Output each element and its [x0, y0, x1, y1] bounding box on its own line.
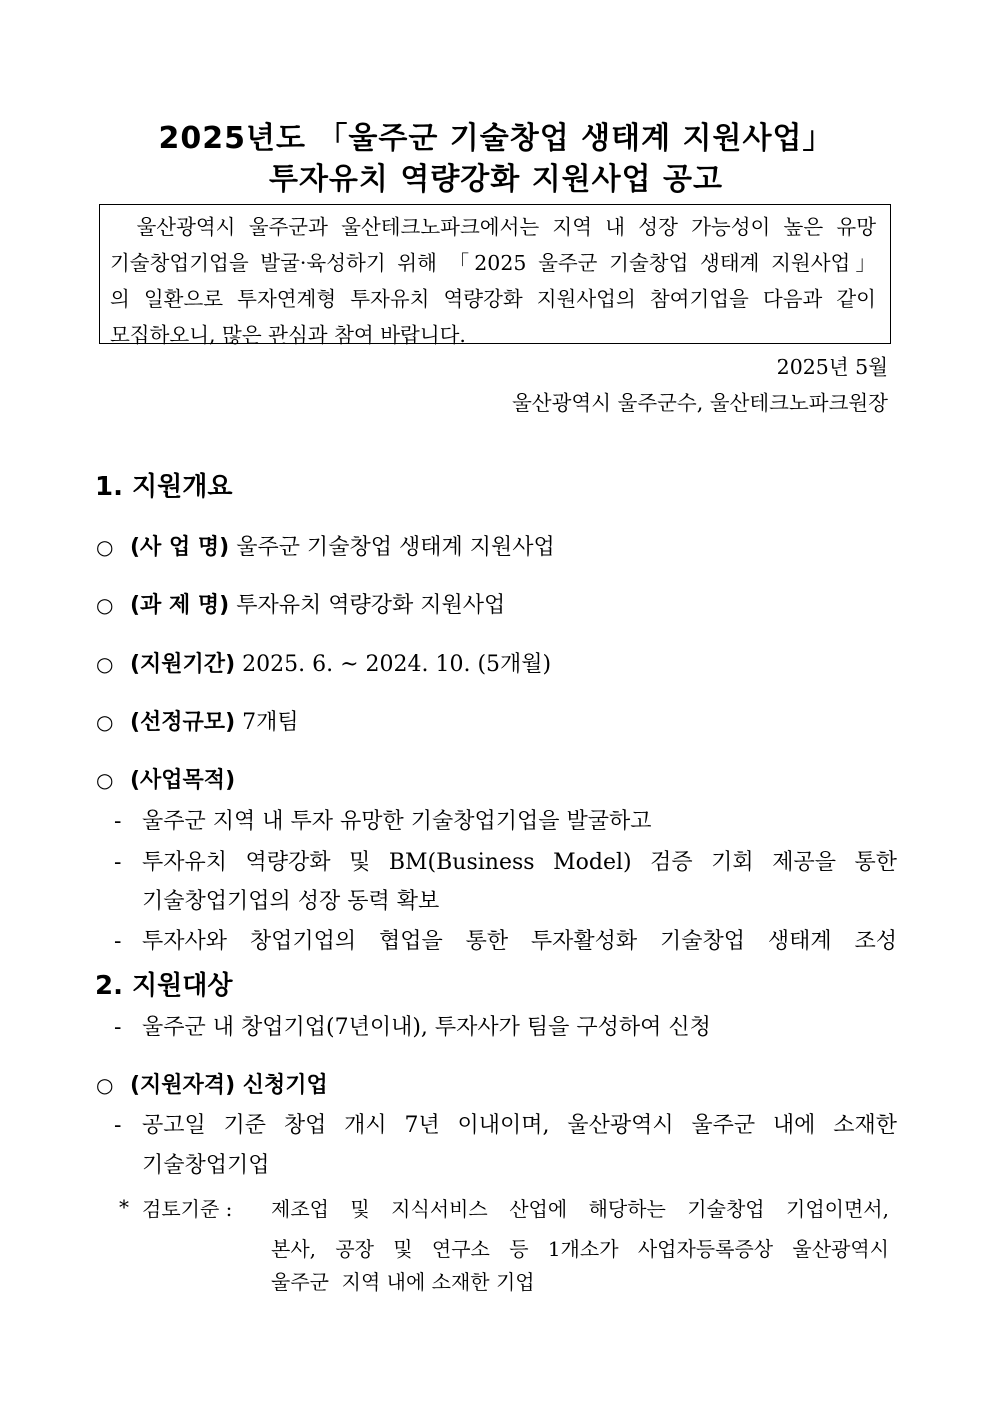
qualification-line: [114, 1108, 897, 1139]
note-line: 본사, 공장 및 연구소 등 1개소가 사업자등록증상 울산광역시: [271, 1237, 889, 1261]
dash-marker: -: [114, 850, 122, 875]
intro-box: [99, 204, 891, 347]
target-line: [114, 1010, 711, 1041]
notice-title-line1: 2025년도 「울주군 기술창업 생태계 지원사업」: [158, 121, 834, 156]
overview-item-business-name: [96, 530, 555, 561]
qualification-text: 공고일 기준 창업 개시 7년 이내이며, 울산광역시 울주군 내에 소재한: [142, 1113, 897, 1138]
note-line: 제조업 및 지식서비스 산업에 해당하는 기술창업 기업이면서,: [271, 1197, 889, 1221]
item-label: (선정규모): [130, 710, 236, 735]
intro-line: 모집하오니, 많은 관심과 참여 바랍니다.: [110, 323, 466, 347]
qualification-continuation: 기술창업기업: [142, 1153, 270, 1178]
target-text: 울주군 내 창업기업(7년이내), 투자사가 팀을 구성하여 신청: [142, 1015, 711, 1040]
dash-marker: -: [114, 1113, 122, 1138]
note-line: 울주군 지역 내에 소재한 기업: [271, 1270, 535, 1294]
section2-heading: 2. 지원대상: [95, 971, 233, 1001]
overview-item-project-name: [96, 588, 505, 619]
intro-line: 울산광역시 울주군과 울산테크노파크에서는 지역 내 성장 가능성이 높은 유망: [110, 215, 876, 239]
dash-marker: -: [114, 929, 122, 954]
notice-date: 2025년 5월: [776, 355, 888, 379]
circle-bullet: ○: [96, 768, 114, 792]
notice-issuer: 울산광역시 울주군수, 울산테크노파크원장: [511, 391, 888, 415]
circle-bullet: ○: [96, 535, 114, 559]
purpose-line: [114, 924, 897, 955]
circle-bullet: ○: [96, 710, 114, 734]
item-label: (지원자격) 신청기업: [130, 1073, 328, 1098]
item-label: (과 제 명): [130, 593, 230, 618]
circle-bullet: ○: [96, 1073, 114, 1097]
purpose-text: 울주군 지역 내 투자 유망한 기술창업기업을 발굴하고: [142, 809, 652, 834]
intro-line: 기술창업기업을 발굴·육성하기 위해 「2025 울주군 기술창업 생태계 지원사업」: [110, 251, 876, 275]
purpose-line: [114, 804, 652, 835]
overview-item-purpose: [96, 763, 235, 794]
purpose-text: 투자사와 창업기업의 협업을 통한 투자활성화 기술창업 생태계 조성: [142, 929, 897, 954]
note-asterisk: *: [119, 1195, 129, 1219]
qualification-item: [96, 1068, 328, 1099]
item-value: 울주군 기술창업 생태계 지원사업: [236, 535, 555, 560]
item-label: (지원기간): [130, 652, 236, 677]
item-value: 2025. 6. ~ 2024. 10. (5개월): [242, 652, 552, 677]
purpose-continuation: 기술창업기업의 성장 동력 확보: [142, 889, 440, 914]
item-label: (사 업 명): [130, 535, 230, 560]
purpose-text: 투자유치 역량강화 및 BM(Business Model) 검증 기회 제공을 통한: [142, 850, 897, 875]
dash-marker: -: [114, 1015, 122, 1040]
circle-bullet: ○: [96, 593, 114, 617]
item-label: (사업목적): [130, 768, 236, 793]
notice-title-line2: 투자유치 역량강화 지원사업 공고: [268, 162, 724, 197]
purpose-line: [114, 845, 897, 876]
circle-bullet: ○: [96, 652, 114, 676]
overview-item-period: [96, 647, 551, 678]
intro-line: 의 일환으로 투자연계형 투자유치 역량강화 지원사업의 참여기업을 다음과 같이: [110, 287, 876, 311]
item-value: 7개팀: [242, 710, 299, 735]
overview-item-scale: [96, 705, 299, 736]
note-label: 검토기준 :: [142, 1197, 233, 1221]
section1-heading: 1. 지원개요: [95, 472, 233, 502]
item-value: 투자유치 역량강화 지원사업: [236, 593, 506, 618]
dash-marker: -: [114, 809, 122, 834]
